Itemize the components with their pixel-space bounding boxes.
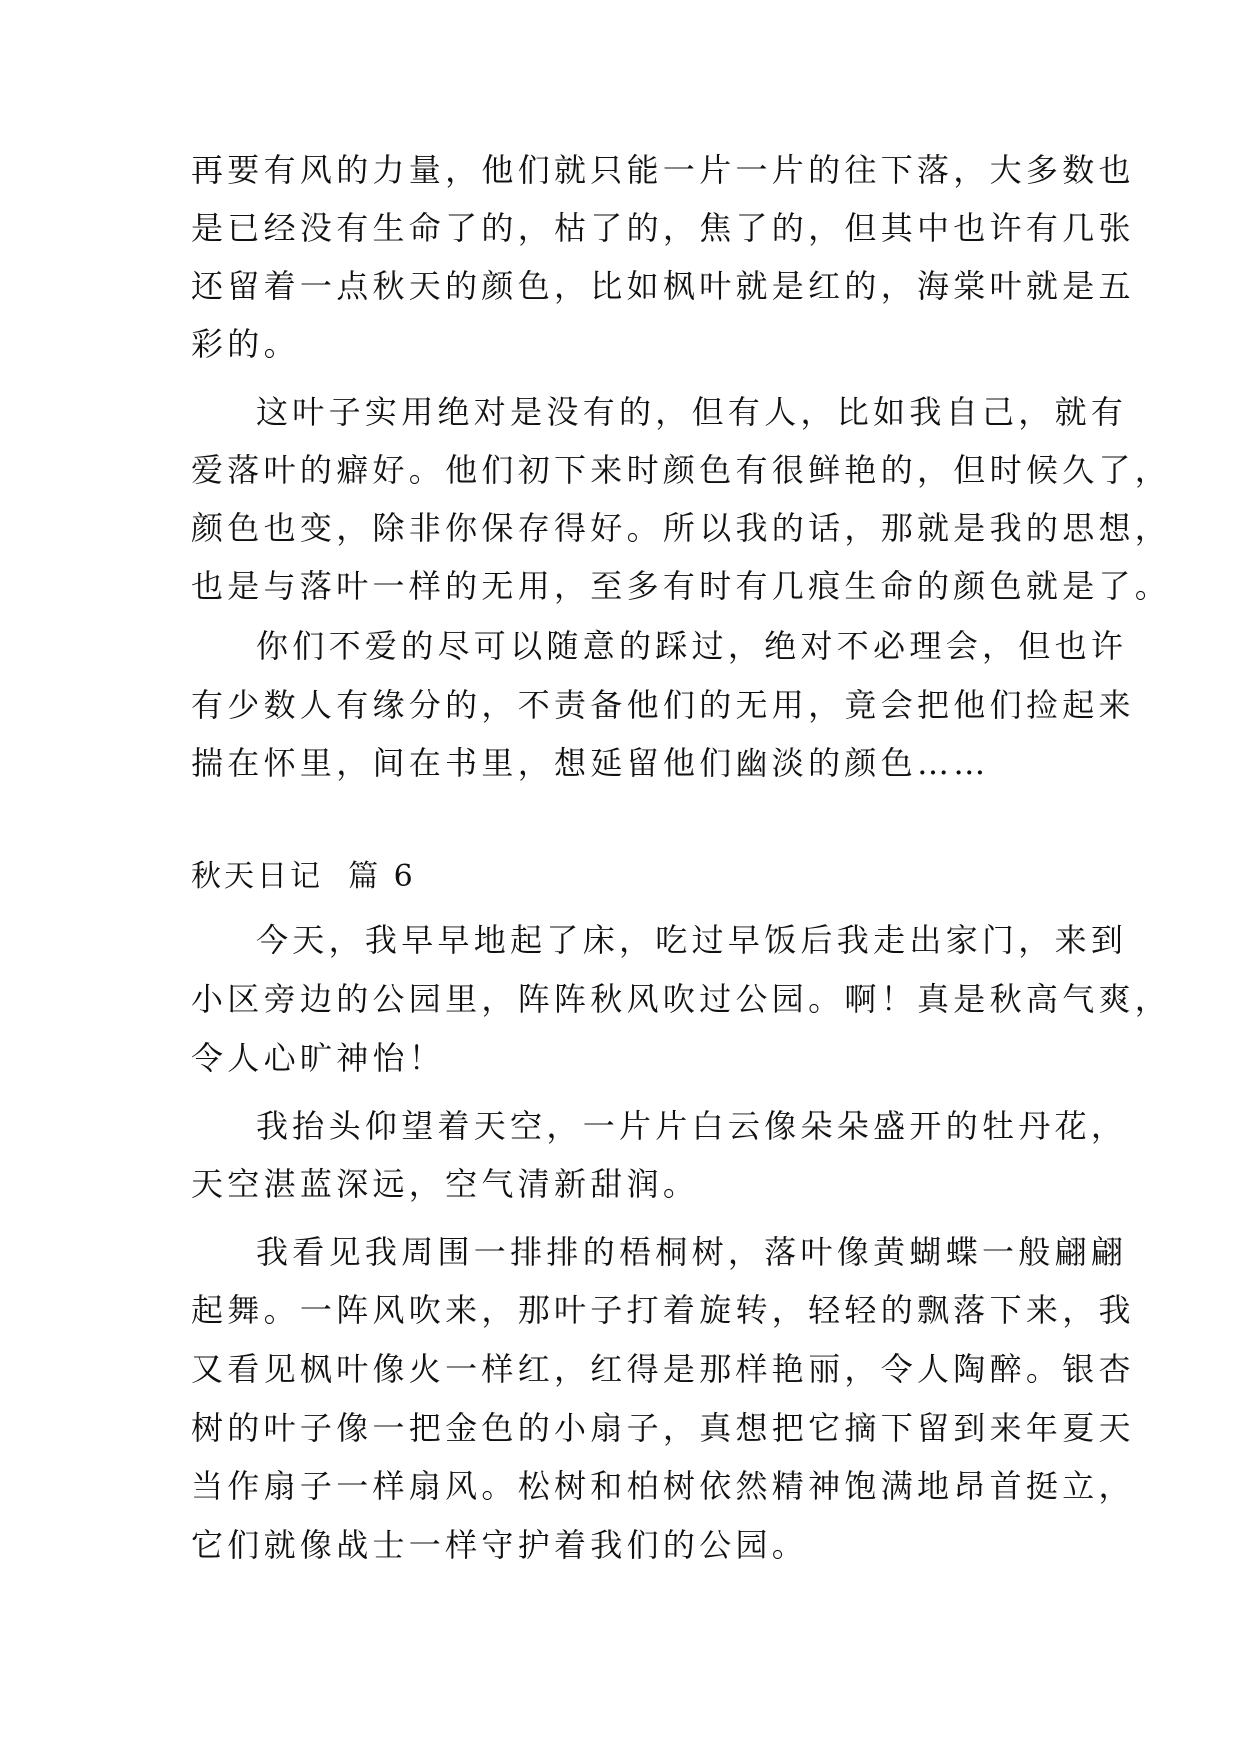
- body-line: 也是与落叶一样的无用，至多有时有几痕生命的颜色就是了。: [191, 567, 1172, 605]
- body-line: 天空湛蓝深远，空气清新甜润。: [191, 1165, 700, 1203]
- body-line: 当作扇子一样扇风。松树和柏树依然精神饱满地昂首挺立，: [191, 1467, 1135, 1505]
- body-line: 爱落叶的癖好。他们初下来时颜色有很鲜艳的，但时候久了，: [191, 451, 1172, 489]
- body-line: 你们不爱的尽可以随意的踩过，绝对不必理会，但也许: [256, 627, 1128, 665]
- body-line: 令人心旷神怡！: [191, 1039, 446, 1077]
- body-line: 树的叶子像一把金色的小扇子，真想把它摘下留到来年夏天: [191, 1409, 1135, 1447]
- body-line: 有少数人有缘分的，不责备他们的无用，竟会把他们捡起来: [191, 686, 1135, 724]
- body-line: 它们就像战士一样守护着我们的公园。: [191, 1526, 809, 1564]
- body-line: 起舞。一阵风吹来，那叶子打着旋转，轻轻的飘落下来，我: [191, 1291, 1135, 1329]
- body-line: 再要有风的力量，他们就只能一片一片的往下落，大多数也: [191, 151, 1135, 189]
- body-line: 这叶子实用绝对是没有的，但有人，比如我自己，就有: [256, 393, 1128, 431]
- body-line: 颜色也变，除非你保存得好。所以我的话，那就是我的思想，: [191, 509, 1172, 547]
- body-line: 揣在怀里，间在书里，想延留他们幽淡的颜色……: [191, 744, 990, 782]
- body-line: 我看见我周围一排排的梧桐树，落叶像黄蝴蝶一般翩翩: [256, 1233, 1128, 1271]
- section-title: 秋天日记 篇 6: [191, 859, 416, 894]
- body-line: 彩的。: [191, 325, 300, 363]
- body-line: 又看见枫叶像火一样红，红得是那样艳丽，令人陶醉。银杏: [191, 1350, 1135, 1388]
- body-line: 今天，我早早地起了床，吃过早饭后我走出家门，来到: [256, 921, 1128, 959]
- body-line: 是已经没有生命了的，枯了的，焦了的，但其中也许有几张: [191, 209, 1135, 247]
- body-line: 还留着一点秋天的颜色，比如枫叶就是红的，海棠叶就是五: [191, 267, 1135, 305]
- body-line: 小区旁边的公园里，阵阵秋风吹过公园。啊！真是秋高气爽，: [191, 980, 1172, 1018]
- body-line: 我抬头仰望着天空，一片片白云像朵朵盛开的牡丹花，: [256, 1107, 1128, 1145]
